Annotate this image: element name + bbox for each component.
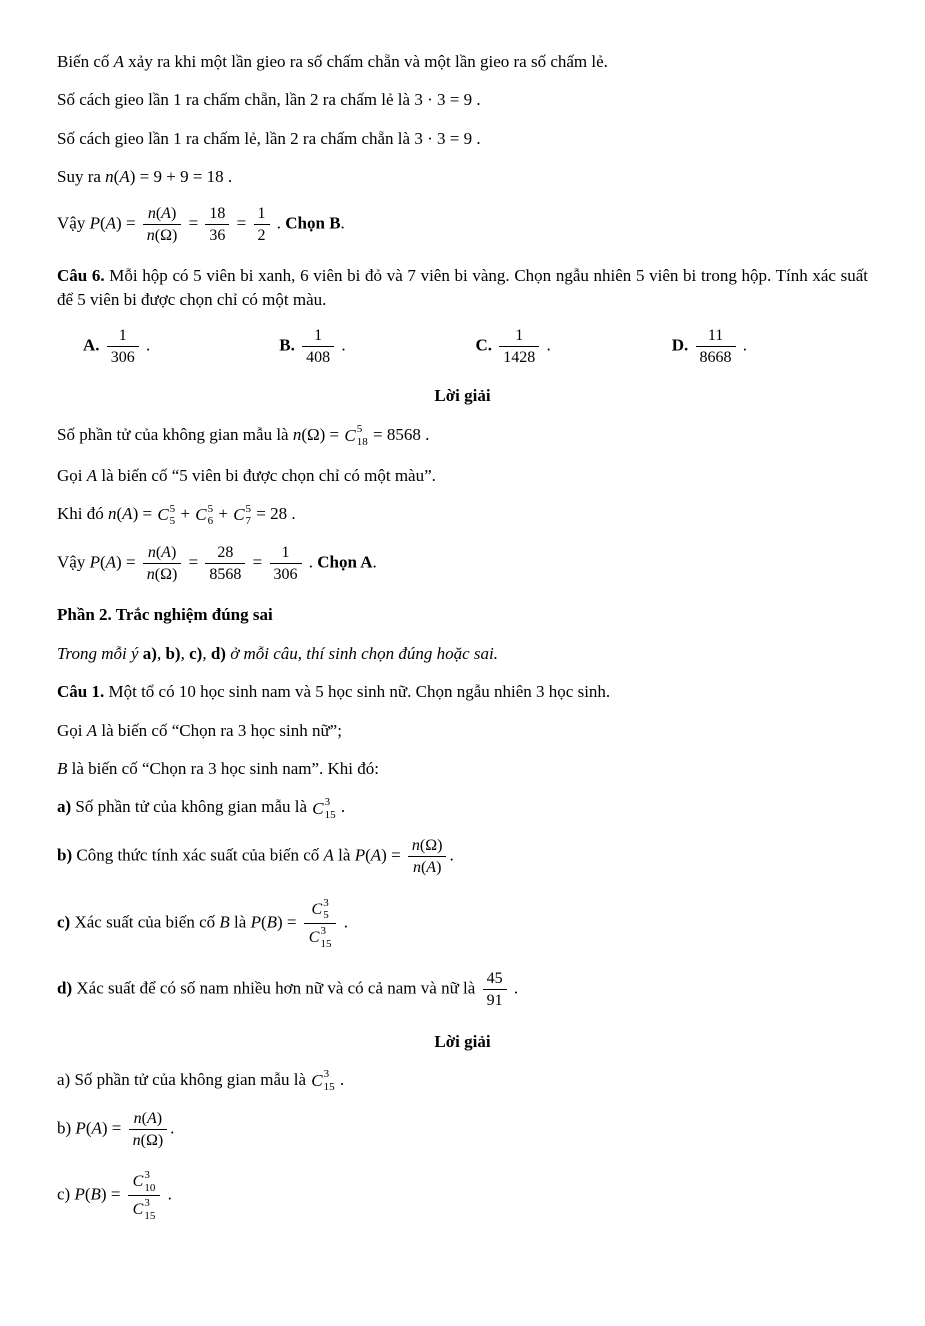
- text-run: Mỗi hộp có 5 viên bi xanh, 6 viên bi đỏ và 7 viên bi vàng. Chọn ngẫu nhiên 5 viên bi trong hộp. Tính xác suất để 5 viên bi được chọn chỉ có một màu.: [57, 266, 868, 309]
- text-run: [100, 336, 104, 355]
- text-run: A: [323, 845, 334, 865]
- text-run: là biến cố “5 viên bi được chọn chỉ có một màu”.: [97, 465, 436, 485]
- text-run: =: [248, 552, 267, 572]
- text-run: A: [161, 204, 171, 222]
- subscript: 6: [207, 515, 214, 528]
- text-run: n: [412, 859, 421, 877]
- subscript: 15: [320, 937, 332, 950]
- fraction-numerator: [408, 836, 447, 857]
- text-run: (: [420, 859, 427, 877]
- text-run: d): [210, 643, 226, 663]
- text-run: [492, 336, 496, 355]
- text-run: n: [132, 1131, 141, 1149]
- superscript: 3: [320, 924, 326, 937]
- combination-symbol: [133, 1169, 156, 1194]
- text-run: xảy ra khi một lần gieo ra số chấm chẵn và một lần gieo ra số chấm lẻ.: [124, 52, 608, 71]
- sup-sub-column: [246, 503, 252, 528]
- text-run: 1: [515, 327, 524, 345]
- text-run: = 28 .: [252, 504, 296, 524]
- text-run: (: [141, 1109, 147, 1127]
- text-run: 1: [118, 327, 127, 345]
- line-loi-giai-cau-1: [57, 1030, 868, 1053]
- subscript: 7: [245, 515, 252, 528]
- combination-symbol: [309, 925, 332, 950]
- fraction-numerator: [205, 204, 229, 225]
- text-run: b): [57, 845, 73, 865]
- text-run: A: [119, 167, 130, 187]
- text-run: (: [85, 1118, 92, 1138]
- line-stmt-b: [57, 836, 868, 877]
- text-run: a) Số phần tử của không gian mẫu là: [57, 1069, 311, 1089]
- sup-sub-column: [170, 503, 176, 528]
- text-run: 306: [273, 566, 298, 584]
- line-bien-co-a: [57, 50, 868, 73]
- text-run: =: [184, 552, 203, 572]
- text-run: Lời giải: [434, 1031, 491, 1051]
- text-run: B: [266, 912, 278, 932]
- text-run: Gọi: [57, 720, 87, 740]
- text-run: Câu 6.: [57, 266, 105, 286]
- text-run: = 8568 .: [368, 424, 430, 444]
- fraction-numerator: [143, 543, 182, 564]
- text-run: 1: [257, 204, 266, 222]
- text-run: Lời giải: [434, 386, 491, 406]
- sup-sub-column: [325, 796, 336, 821]
- text-run: là biến cố “Chọn ra 3 học sinh nữ”;: [97, 720, 342, 740]
- text-run: Xác suất để có số nam nhiều hơn nữ và có cả nam và nữ là: [72, 978, 480, 998]
- text-run: P: [89, 552, 100, 572]
- superscript: 3: [323, 896, 329, 909]
- text-run: A: [161, 543, 171, 561]
- text-run: Vậy: [57, 552, 90, 572]
- math-fraction: [143, 204, 182, 245]
- fraction-numerator: [499, 326, 539, 347]
- text-run: .: [372, 552, 377, 572]
- text-run: ) =: [101, 1118, 126, 1138]
- line-so-cach-gieo-2: [57, 127, 868, 150]
- text-run: Trong mỗi ý: [57, 643, 143, 663]
- math-fraction: [696, 326, 736, 367]
- fraction-denominator: [205, 564, 245, 584]
- text-run: ) =: [100, 1184, 125, 1204]
- text-run: ) =: [116, 213, 140, 233]
- fraction-numerator: [270, 543, 302, 564]
- line-suy-ra: [57, 165, 868, 188]
- fraction-denominator: [129, 1130, 168, 1150]
- fraction-numerator: [302, 326, 334, 347]
- text-run: ) =: [381, 845, 405, 865]
- text-run: +: [214, 504, 233, 524]
- text-run: ) =: [277, 912, 301, 932]
- combination-symbol: [312, 897, 329, 922]
- text-run: Vậy: [57, 213, 90, 233]
- text-run: Chọn B: [285, 213, 341, 233]
- text-run: B.: [279, 335, 295, 355]
- line-sol-c: [57, 1169, 868, 1223]
- text-run: .: [542, 335, 551, 355]
- answer-option-D: [672, 326, 868, 367]
- superscript: 3: [144, 1169, 150, 1182]
- text-run: a): [142, 643, 157, 663]
- text-run: 306: [110, 349, 135, 367]
- text-run: Số phần tử của không gian mẫu là: [71, 797, 312, 817]
- line-khi-do: [57, 502, 868, 528]
- math-fraction: [143, 543, 182, 584]
- text-run: D.: [671, 335, 689, 355]
- text-run: 45: [486, 970, 503, 988]
- fraction-numerator: [128, 1169, 161, 1196]
- text-run: A: [147, 1109, 157, 1127]
- text-run: 2: [257, 227, 266, 244]
- text-run: A: [86, 720, 98, 740]
- combination-symbol: [195, 503, 213, 528]
- text-run: 11: [707, 327, 724, 345]
- math-fraction: [499, 326, 539, 367]
- text-run: B: [57, 759, 68, 779]
- text-run: (: [260, 912, 267, 932]
- combination-base: C: [157, 505, 169, 525]
- sup-sub-column: [320, 925, 331, 950]
- text-run: ở mỗi câu, thí sinh chọn đúng hoặc sai.: [225, 643, 499, 663]
- line-so-cach-gieo-1: [57, 88, 868, 111]
- answer-option-C: [476, 326, 672, 367]
- line-stmt-d: [57, 969, 868, 1010]
- text-run: b): [57, 1118, 76, 1138]
- sup-sub-column: [357, 423, 368, 448]
- text-run: .: [272, 213, 286, 233]
- text-run: (: [155, 543, 162, 561]
- fraction-denominator: [302, 347, 334, 367]
- text-run: +: [176, 504, 195, 524]
- text-run: Công thức tính xác suất của biến cố: [72, 845, 324, 865]
- text-run: P: [89, 213, 100, 233]
- subscript: 5: [169, 515, 176, 528]
- text-run: ,: [180, 643, 190, 663]
- text-run: ): [170, 543, 177, 561]
- text-run: là: [229, 912, 251, 932]
- text-run: P: [74, 1184, 85, 1204]
- text-run: c): [57, 1184, 75, 1204]
- combination-base: C: [132, 1173, 144, 1191]
- text-run: .: [509, 978, 519, 998]
- line-cau-1: [57, 680, 868, 703]
- math-fraction: [205, 204, 229, 245]
- line-vay-chon-b: [57, 204, 868, 245]
- text-run: B: [90, 1184, 101, 1204]
- text-run: P: [250, 912, 261, 932]
- combination-symbol: [233, 503, 251, 528]
- fraction-denominator: [143, 564, 182, 584]
- text-run: Biến cố: [57, 52, 114, 71]
- text-run: A: [113, 52, 125, 71]
- combination-base: C: [308, 928, 320, 946]
- subscript: 18: [356, 436, 368, 449]
- text-run: 1428: [503, 349, 536, 367]
- fraction-denominator: [408, 857, 447, 877]
- answer-option-A: [83, 326, 279, 367]
- line-cau-6-options: [57, 326, 868, 367]
- text-run: (Ω): [419, 837, 443, 855]
- text-run: 18: [209, 204, 226, 222]
- line-stmt-a: [57, 795, 868, 821]
- text-run: .: [163, 1184, 172, 1204]
- subscript: 5: [323, 909, 329, 922]
- text-run: n: [292, 424, 302, 444]
- text-run: d): [57, 978, 73, 998]
- superscript: 5: [169, 502, 176, 515]
- math-fraction: [304, 897, 337, 951]
- text-run: [295, 336, 299, 355]
- combination-base: C: [312, 798, 324, 818]
- superscript: 3: [323, 1068, 330, 1081]
- fraction-numerator: [483, 969, 507, 990]
- text-run: Xác suất của biến cố: [70, 912, 220, 932]
- text-run: a): [57, 797, 72, 817]
- fraction-denominator: [254, 225, 270, 245]
- text-run: ) =: [116, 552, 140, 572]
- fraction-denominator: [499, 347, 539, 367]
- fraction-denominator: [483, 990, 507, 1010]
- combination-symbol: [133, 1197, 156, 1222]
- text-run: Gọi: [57, 465, 87, 485]
- line-sol-b: [57, 1109, 868, 1150]
- text-run: =: [232, 213, 251, 233]
- text-run: b): [165, 643, 181, 663]
- text-run: là: [333, 845, 355, 865]
- text-run: n: [147, 204, 156, 222]
- line-stmt-c: [57, 897, 868, 951]
- text-run: (: [155, 204, 162, 222]
- math-fraction: [128, 1169, 161, 1223]
- fraction-numerator: [696, 326, 736, 347]
- combination-symbol: [312, 796, 335, 821]
- math-fraction: [107, 326, 139, 367]
- text-run: .: [337, 335, 346, 355]
- fraction-numerator: [107, 326, 139, 347]
- text-run: [688, 336, 692, 355]
- text-run: Số cách gieo lần 1 ra chấm lẻ, lần 2 ra chấm chẵn là 3 · 3 = 9 .: [57, 128, 481, 148]
- combination-base: C: [233, 505, 245, 525]
- text-run: (: [113, 167, 120, 187]
- text-run: ) = 9 + 9 = 18 .: [129, 167, 233, 187]
- superscript: 5: [356, 423, 363, 436]
- subscript: 15: [144, 1210, 156, 1223]
- text-run: ): [436, 859, 442, 877]
- text-run: .: [304, 552, 318, 572]
- combination-base: C: [195, 505, 207, 525]
- line-phan-2-heading: [57, 603, 868, 626]
- text-run: 28: [217, 543, 234, 561]
- text-run: A: [426, 859, 437, 877]
- text-run: .: [339, 912, 348, 932]
- text-run: ): [156, 1109, 163, 1127]
- line-vay-chon-a: [57, 543, 868, 584]
- text-run: (Ω): [154, 566, 178, 584]
- text-run: .: [336, 797, 346, 817]
- combination-base: C: [344, 426, 356, 446]
- text-run: Số phần tử của không gian mẫu là: [57, 424, 293, 444]
- text-run: (Ω): [154, 227, 178, 244]
- text-run: 1: [314, 327, 323, 345]
- math-fraction: [483, 969, 507, 1010]
- text-run: .: [170, 1118, 175, 1138]
- text-run: 1: [281, 543, 290, 561]
- text-run: (: [84, 1184, 91, 1204]
- fraction-numerator: [205, 543, 245, 564]
- text-run: .: [340, 213, 345, 233]
- text-run: Khi đó: [57, 504, 108, 524]
- text-run: (: [365, 845, 371, 865]
- superscript: 3: [324, 795, 331, 808]
- fraction-numerator: [304, 897, 337, 924]
- line-goi-a-cau-6: [57, 464, 868, 487]
- text-run: A: [91, 1118, 102, 1138]
- combination-symbol: [344, 423, 367, 448]
- text-run: n: [133, 1109, 142, 1127]
- sup-sub-column: [144, 1197, 155, 1222]
- text-run: .: [449, 845, 454, 865]
- fraction-numerator: [143, 204, 182, 225]
- line-cau-6: [57, 264, 868, 311]
- sup-sub-column: [323, 897, 329, 922]
- fraction-denominator: [107, 347, 139, 367]
- fraction-denominator: [205, 225, 229, 245]
- combination-base: C: [311, 1071, 323, 1091]
- superscript: 5: [207, 502, 214, 515]
- line-goi-a-cau-1: [57, 719, 868, 742]
- text-run: A: [105, 213, 117, 233]
- text-run: B: [219, 912, 230, 932]
- superscript: 5: [245, 502, 252, 515]
- text-run: .: [141, 335, 151, 355]
- text-run: (Ω) =: [301, 424, 344, 444]
- text-run: =: [184, 213, 203, 233]
- text-run: (Ω): [140, 1131, 164, 1149]
- math-fraction: [254, 204, 270, 245]
- math-fraction: [408, 836, 447, 877]
- fraction-denominator: [143, 225, 182, 245]
- combination-symbol: [311, 1068, 334, 1093]
- text-run: A.: [83, 335, 100, 355]
- text-run: Suy ra: [57, 167, 106, 187]
- text-run: n: [147, 543, 156, 561]
- line-b-bien-co: [57, 757, 868, 780]
- text-run: .: [738, 335, 748, 355]
- text-run: c): [189, 643, 203, 663]
- sup-sub-column: [208, 503, 214, 528]
- text-run: ): [170, 204, 177, 222]
- line-sol-a: [57, 1068, 868, 1094]
- fraction-denominator: [128, 1196, 161, 1222]
- text-run: là biến cố “Chọn ra 3 học sinh nam”. Khi đó:: [67, 759, 379, 779]
- fraction-denominator: [270, 564, 302, 584]
- text-run: (: [99, 213, 106, 233]
- text-run: 408: [306, 349, 331, 367]
- text-run: P: [75, 1118, 86, 1138]
- sup-sub-column: [324, 1068, 335, 1093]
- text-run: (: [116, 504, 123, 524]
- text-run: Phần 2. Trắc nghiệm đúng sai: [57, 605, 273, 625]
- sup-sub-column: [144, 1169, 155, 1194]
- text-run: A: [105, 552, 117, 572]
- math-fraction: [129, 1109, 168, 1150]
- text-run: n: [108, 504, 117, 524]
- text-run: c): [57, 912, 71, 932]
- math-fraction: [205, 543, 245, 584]
- math-fraction: [302, 326, 334, 367]
- text-run: A: [122, 504, 133, 524]
- text-run: n: [146, 227, 155, 244]
- text-run: ) =: [132, 504, 157, 524]
- line-khong-gian-mau-cau-6: [57, 423, 868, 449]
- text-run: Chọn A: [317, 552, 373, 572]
- text-run: n: [146, 566, 155, 584]
- superscript: 3: [144, 1197, 150, 1210]
- text-run: 8568: [209, 566, 242, 584]
- line-huong-dan: [57, 642, 868, 665]
- combination-base: C: [311, 900, 323, 918]
- combination-base: C: [132, 1201, 144, 1219]
- text-run: n: [105, 167, 114, 187]
- text-run: (: [99, 552, 106, 572]
- text-run: A: [86, 465, 98, 485]
- text-run: Số cách gieo lần 1 ra chấm chẵn, lần 2 ra chấm lẻ là 3 · 3 = 9 .: [57, 90, 481, 110]
- combination-symbol: [157, 503, 175, 528]
- text-run: n: [411, 837, 420, 855]
- fraction-numerator: [254, 204, 270, 225]
- subscript: 15: [324, 808, 336, 821]
- fraction-denominator: [696, 347, 736, 367]
- text-run: ,: [202, 643, 211, 663]
- fraction-denominator: [304, 924, 337, 950]
- text-run: ,: [156, 643, 166, 663]
- subscript: 15: [323, 1081, 335, 1094]
- text-run: 91: [486, 992, 503, 1010]
- subscript: 10: [144, 1181, 156, 1194]
- text-run: .: [335, 1069, 345, 1089]
- fraction-numerator: [129, 1109, 168, 1130]
- answer-option-B: [279, 326, 475, 367]
- text-run: 36: [209, 227, 226, 244]
- text-run: A: [370, 845, 382, 865]
- text-run: 8668: [699, 349, 732, 367]
- math-fraction: [270, 543, 302, 584]
- line-loi-giai-cau-6: [57, 384, 868, 407]
- text-run: C.: [475, 335, 493, 355]
- text-run: P: [354, 845, 366, 865]
- text-run: Câu 1.: [57, 682, 105, 702]
- text-run: Một tổ có 10 học sinh nam và 5 học sinh nữ. Chọn ngẫu nhiên 3 học sinh.: [104, 682, 611, 702]
